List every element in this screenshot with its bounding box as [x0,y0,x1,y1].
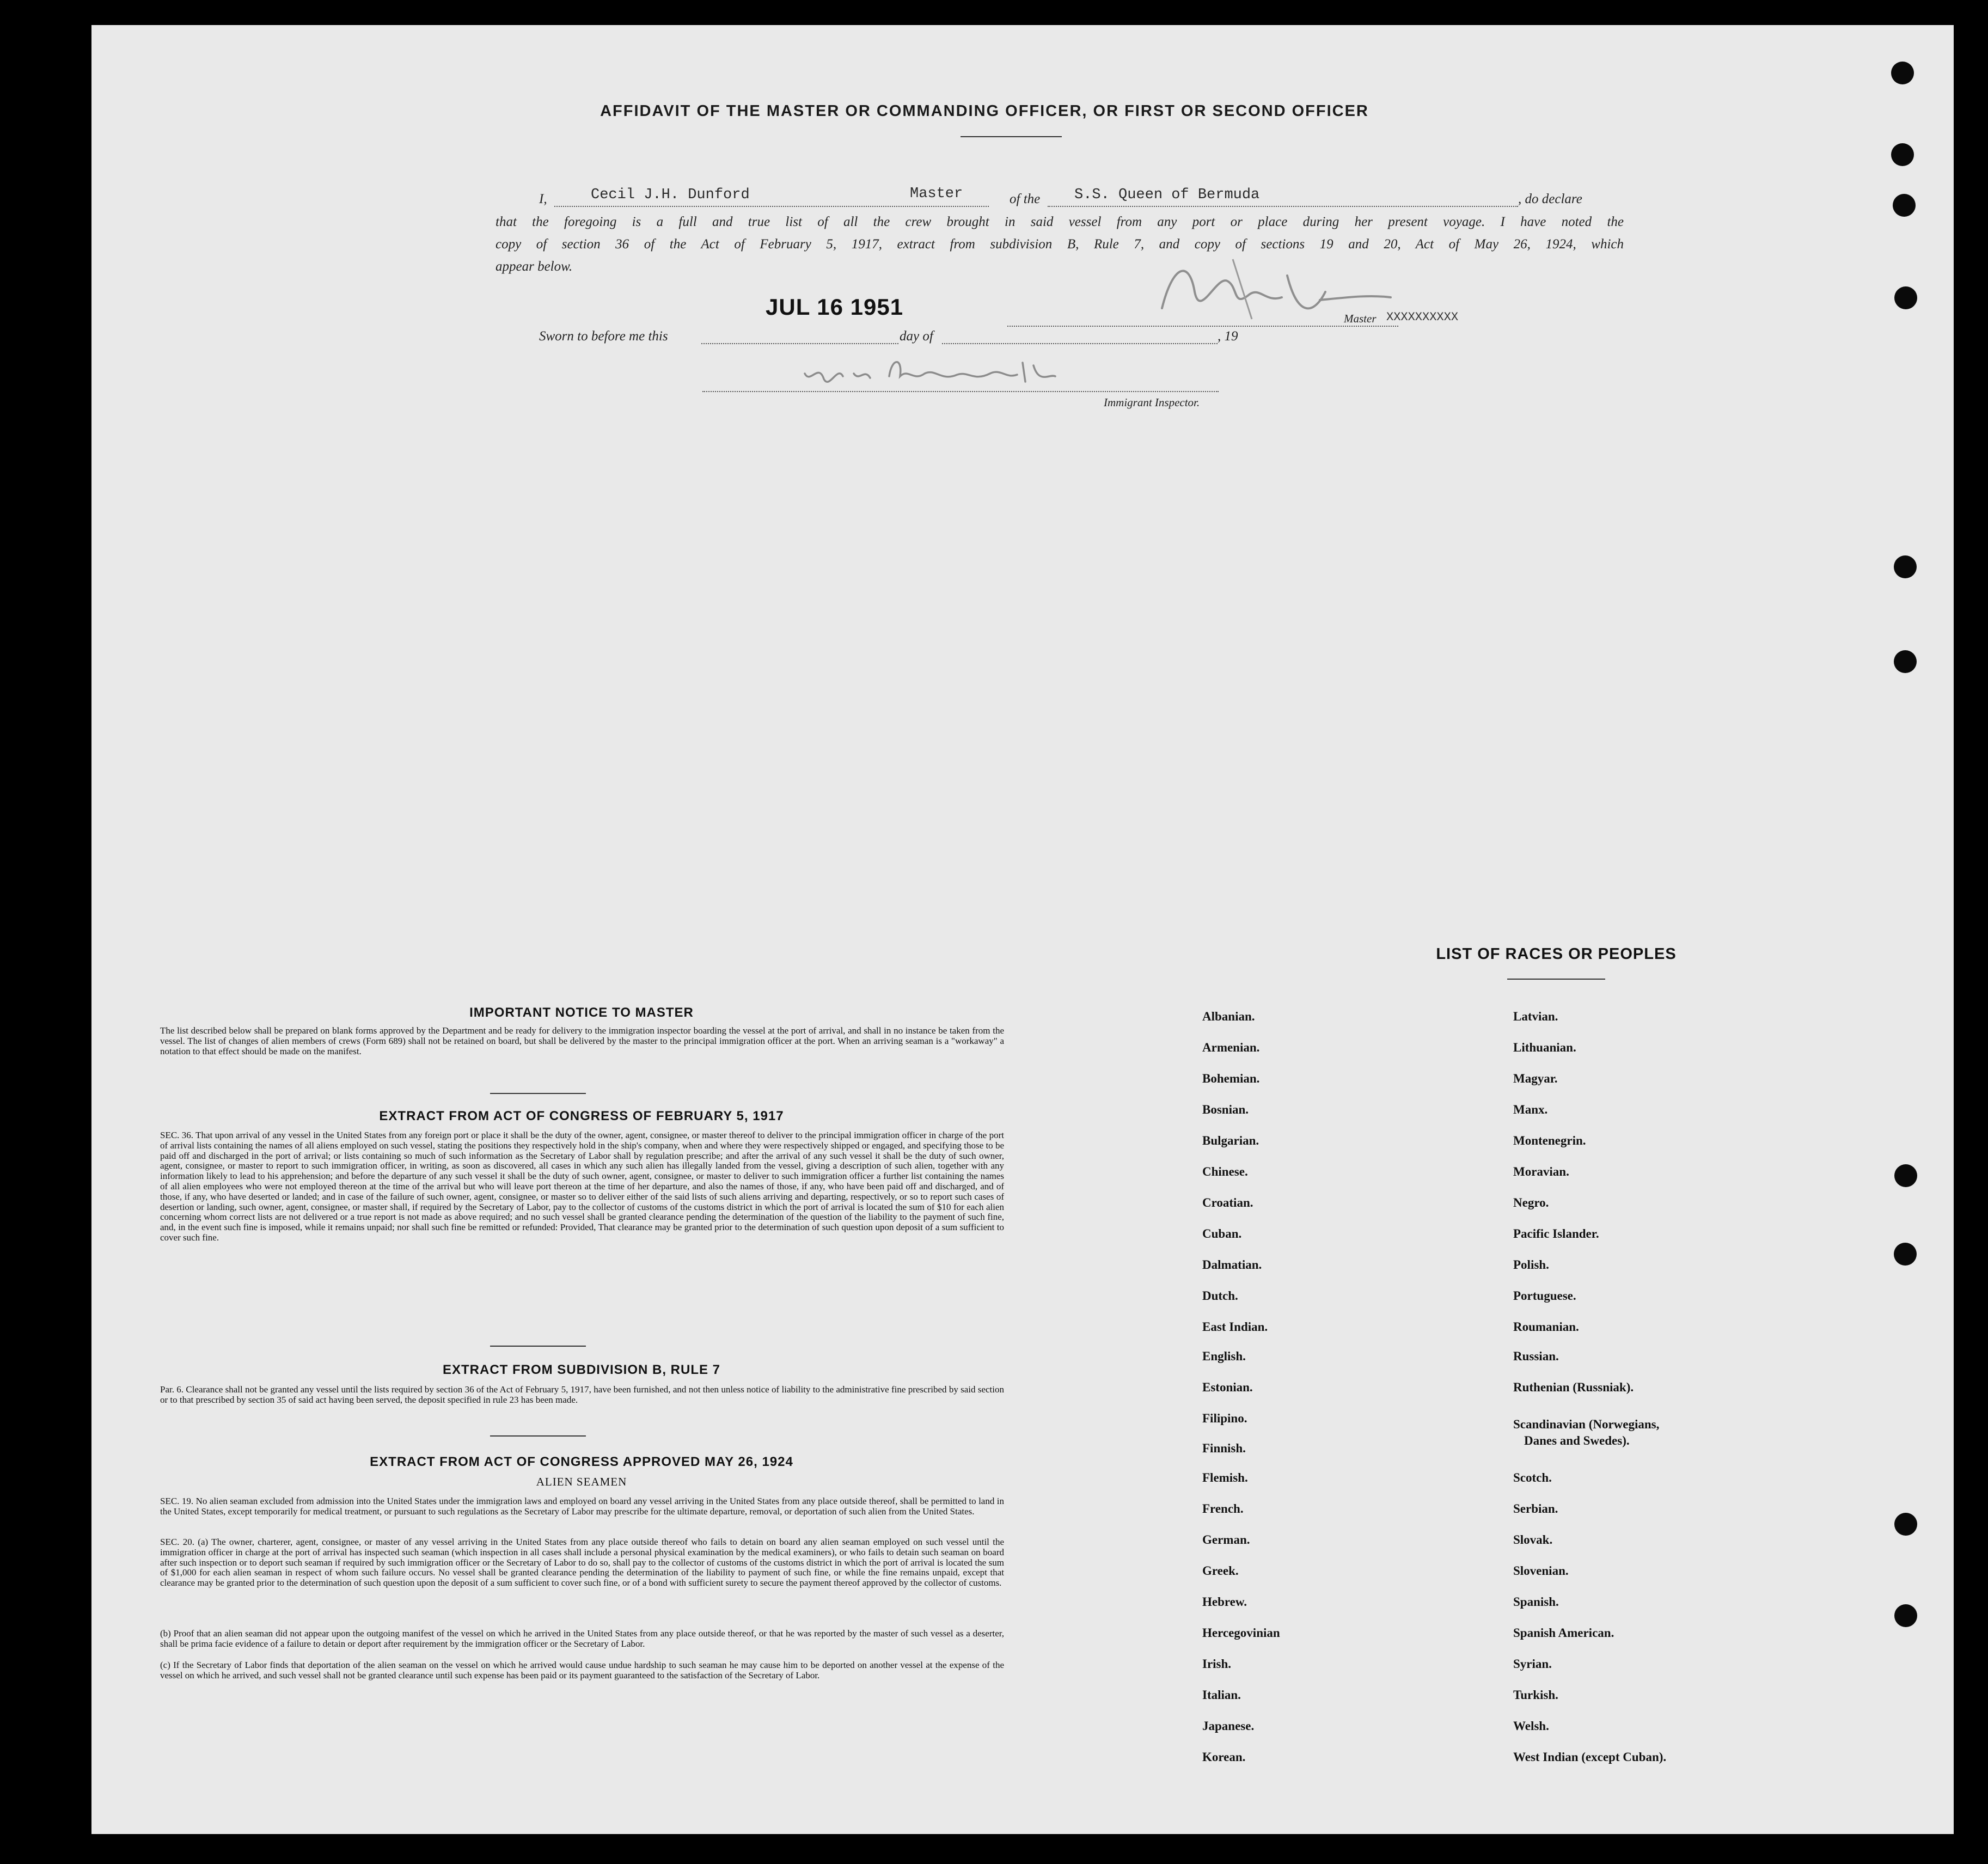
race-left-item: Armenian. [1202,1041,1260,1054]
affidavit-line-4: appear below. [496,259,573,274]
race-right-item: Pacific Islander. [1513,1227,1599,1240]
race-left-item: Japanese. [1202,1719,1255,1733]
inspector-signature-line [702,391,1219,392]
inspector-signature [794,352,1088,390]
race-left-item: French. [1202,1502,1244,1515]
race-left-item: Korean. [1202,1750,1246,1764]
race-right-item: Ruthenian (Russniak). [1513,1380,1634,1394]
race-right-item: Portuguese. [1513,1289,1576,1303]
date-stamp: JUL 16 1951 [766,294,904,320]
races-divider [1507,979,1605,980]
punch-hole [1893,194,1916,217]
race-left-item: Italian. [1202,1688,1241,1702]
race-right-item: Serbian. [1513,1502,1558,1515]
race-right-item: Scandinavian (Norwegians, [1513,1417,1660,1431]
sworn-day-line [701,343,898,344]
race-left-item: Bosnian. [1202,1103,1249,1116]
race-left-item: Irish. [1202,1657,1232,1671]
master-name: Cecil J.H. Dunford [591,187,750,203]
race-left-item: Dutch. [1202,1289,1238,1303]
master-signature-line [1007,326,1398,327]
vessel-name: S.S. Queen of Bermuda [1074,187,1260,203]
section-20a: SEC. 20. (a) The owner, charterer, agent, consignee, or master of any vessel arriving in the United States from any place outside thereof who fails to detain on board any alien seaman employed on such vessel until the immigration officer in charge at the port of arrival has inspected such seaman (which inspection in all cases shall include a personal physical examination by the medical examiners), or who fails to detain such seaman on board after such inspection or to deport such seaman if required by such immigration officer or the Secretary of Labor to do so, shall pay to the collector of customs of the customs district in which the port of arrival is located the sum of $1,000 for each alien seaman in respect of whom such failure occurs. No vessel shall be granted clearance pending the determination of the liability to payment of such fine, or while the fine remains unpaid, except that clearance may be granted prior to the determination of such question upon the deposit of a sum sufficient to cover such fine, or of a bond with sufficient surety to secure the payment thereof approved by the collector of customs. [160,1537,1004,1588]
affidavit-line-3: copy of section 36 of the Act of February 5, 1917, extract from subdivision B, Rule 7, and copy of sections 19 and 20, Act of May 26, 1924, which [496,237,1624,252]
officer-title: Master [1344,312,1377,325]
extract-1917-divider [490,1346,586,1347]
document-page [91,25,1954,1834]
race-left-item: English. [1202,1349,1246,1363]
race-left-item: Chinese. [1202,1165,1248,1178]
race-left-item: Bohemian. [1202,1072,1260,1085]
punch-hole [1894,286,1917,309]
section-20b: (b) Proof that an alien seaman did not appear upon the outgoing manifest of the vessel on which he arrived in the United States from any place outside thereof, or that he was reported by the master of such vessel as a deserter, shall be prima facie evidence of a failure to detain or deport after requirement by the immigration officer or the Secretary of Labor. [160,1628,1004,1649]
punch-hole [1894,1164,1917,1187]
officer-title-overstrike: XXXXXXXXXX [1386,310,1459,324]
race-left-item: Flemish. [1202,1471,1248,1484]
race-right-item: Latvian. [1513,1010,1558,1023]
race-right-item: West Indian (except Cuban). [1513,1750,1667,1764]
punch-hole [1891,143,1914,166]
races-heading: LIST OF RACES OR PEOPLES [1436,945,1677,963]
inspector-label: Immigrant Inspector. [1104,396,1200,409]
punch-hole [1894,555,1917,578]
race-left-item: Finnish. [1202,1441,1246,1455]
race-right-item: Russian. [1513,1349,1559,1363]
rule7-body: Par. 6. Clearance shall not be granted any vessel until the lists required by section 36 of the Act of February 5, 1917, have been furnished, and not then unless notice of liability to the administrative fine prescribed by said section or to that prescribed by section 35 of said act having been served, the deposit specified in rule 23 has been made. [160,1384,1004,1405]
race-right-item: Magyar. [1513,1072,1558,1085]
race-right-item: Polish. [1513,1258,1549,1272]
race-left-item: Greek. [1202,1564,1239,1578]
race-right-item: Moravian. [1513,1165,1569,1178]
punch-hole [1894,650,1917,673]
affidavit-title: AFFIDAVIT OF THE MASTER OR COMMANDING OFFICER, OR FIRST OR SECOND OFFICER [600,102,1369,120]
race-right-item: Scotch. [1513,1471,1552,1484]
race-left-item: Cuban. [1202,1227,1242,1240]
section-19: SEC. 19. No alien seaman excluded from admission into the United States under the immigration laws and employed on board any vessel arriving in the United States from any place outside thereof, shall be permitted to land in the United States, except temporarily for medical treatment, or pursuant to such regulations as the Secretary of Labor may prescribe for the ultimate departure, removal, or deportation of such alien from the United States. [160,1496,1004,1517]
race-left-item: Hebrew. [1202,1595,1247,1609]
name-dotted-line [554,206,989,207]
day-of-label: day of [900,329,933,344]
notice-body: The list described below shall be prepared on blank forms approved by the Department and be ready for delivery to the immigration inspector boarding the vessel at the port of arrival, and shall in no instance be taken from the vessel. The list of changes of alien members of crews (Form 689) shall not be retained on board, but shall be delivered by the master to the principal immigration officer at the port. When an arriving seaman is a "workaway" a notation to that effect should be made on the manifest. [160,1025,1004,1056]
race-right-item: Montenegrin. [1513,1134,1586,1147]
do-declare-label: , do declare [1518,192,1582,206]
race-right-item: Spanish. [1513,1595,1559,1609]
race-left-item: Dalmatian. [1202,1258,1262,1272]
punch-hole [1894,1243,1917,1266]
race-left-item: Filipino. [1202,1411,1247,1425]
race-right-item: Welsh. [1513,1719,1549,1733]
race-right-item: Roumanian. [1513,1320,1579,1334]
race-right-item: Danes and Swedes). [1524,1434,1630,1447]
race-right-item: Spanish American. [1513,1626,1614,1640]
race-left-item: Croatian. [1202,1196,1253,1209]
rule7-heading: EXTRACT FROM SUBDIVISION B, RULE 7 [442,1362,721,1377]
race-right-item: Turkish. [1513,1688,1558,1702]
sworn-month-line [942,343,1218,344]
title-divider [961,136,1062,137]
master-rank: Master [910,186,963,202]
punch-hole [1891,62,1914,84]
race-right-item: Lithuanian. [1513,1041,1576,1054]
punch-hole [1894,1513,1917,1536]
year-prefix: , 19 [1218,329,1238,344]
race-left-item: Hercegovinian [1202,1626,1280,1640]
section-20c: (c) If the Secretary of Labor finds that deportation of the alien seaman on the vessel on which he arrived would cause undue hardship to such seaman he may cause him to be deported on another vessel at the expense of the vessel on which he arrived, and such vessel shall not be granted clearance until such expense has been paid or its payment guaranteed to the satisfaction of the Secretary of Labor. [160,1660,1004,1680]
vessel-dotted-line [1048,206,1518,207]
affidavit-line-2: that the foregoing is a full and true list of all the crew brought in said vessel from any port or place during her present voyage. I have noted the [496,215,1624,229]
race-left-item: Bulgarian. [1202,1134,1259,1147]
of-the-label: of the [1010,192,1041,206]
race-right-item: Negro. [1513,1196,1549,1209]
race-left-item: German. [1202,1533,1250,1547]
i-label: I, [539,192,547,206]
notice-divider [490,1093,586,1094]
punch-hole [1894,1604,1917,1627]
race-left-item: Albanian. [1202,1010,1255,1023]
extract-1917-heading: EXTRACT FROM ACT OF CONGRESS OF FEBRUARY 5, 1917 [379,1109,784,1123]
notice-heading: IMPORTANT NOTICE TO MASTER [469,1005,694,1020]
race-right-item: Syrian. [1513,1657,1552,1671]
sworn-label: Sworn to before me this [539,329,668,344]
race-right-item: Slovenian. [1513,1564,1569,1578]
race-left-item: East Indian. [1202,1320,1268,1334]
race-left-item: Estonian. [1202,1380,1253,1394]
race-right-item: Slovak. [1513,1533,1553,1547]
race-right-item: Manx. [1513,1103,1548,1116]
alien-seamen-subheading: ALIEN SEAMEN [536,1475,627,1488]
extract-1917-body: SEC. 36. That upon arrival of any vessel in the United States from any foreign port or place it shall be the duty of the owner, agent, consignee, or master thereof to deliver to the principal immigration officer in charge of the port of arrival lists containing the names of all aliens employed on such vessel, stating the positions they respectively hold in the ship's company, when and where they were respectively shipped or engaged, and specifying those to be paid off and discharged in the port of arrival; or lists containing so much of such information as the Secretary of Labor shall by regulation prescribe; and after the arrival of any such vessel it shall be the duty of such owner, agent, consignee, or master to report to such immigration officer, in writing, as soon as discovered, all cases in which any such alien has illegally landed from the vessel, giving a description of such alien, together with any information likely to lead to his apprehension; and before the departure of any such vessel it shall be the duty of such owner, agent, consignee, or master to deliver to such immigration officer a further list containing the names of all alien employees who were not employed thereon at the time of the arrival but who will leave port thereon at the time of her departure, and also the names of those, if any, who have been paid off and discharged, and of those, if any, who have deserted or landed; and in case of the failure of such owner, agent, consignee, or master so to deliver either of the said lists of such aliens arriving and departing, respectively, or so to report such cases of desertion or landing, such owner, agent, consignee, or master shall, if required by the Secretary of Labor, pay to the collector of customs of the customs district in which the port of arrival is located the sum of $10 for each alien concerning whom correct lists are not delivered or a true report is not made as above required; and no such vessel shall be granted clearance pending the determination of the question of the liability to the payment of such fine, and, in the event such fine is imposed, while it remains unpaid; nor shall such fine be remitted or refunded: Provided, That clearance may be granted prior to the determination of such question upon deposit of a sum sufficient to cover such fine. [160,1130,1004,1243]
rule7-divider [490,1435,586,1437]
extract-1924-heading: EXTRACT FROM ACT OF CONGRESS APPROVED MAY 26, 1924 [370,1454,793,1469]
